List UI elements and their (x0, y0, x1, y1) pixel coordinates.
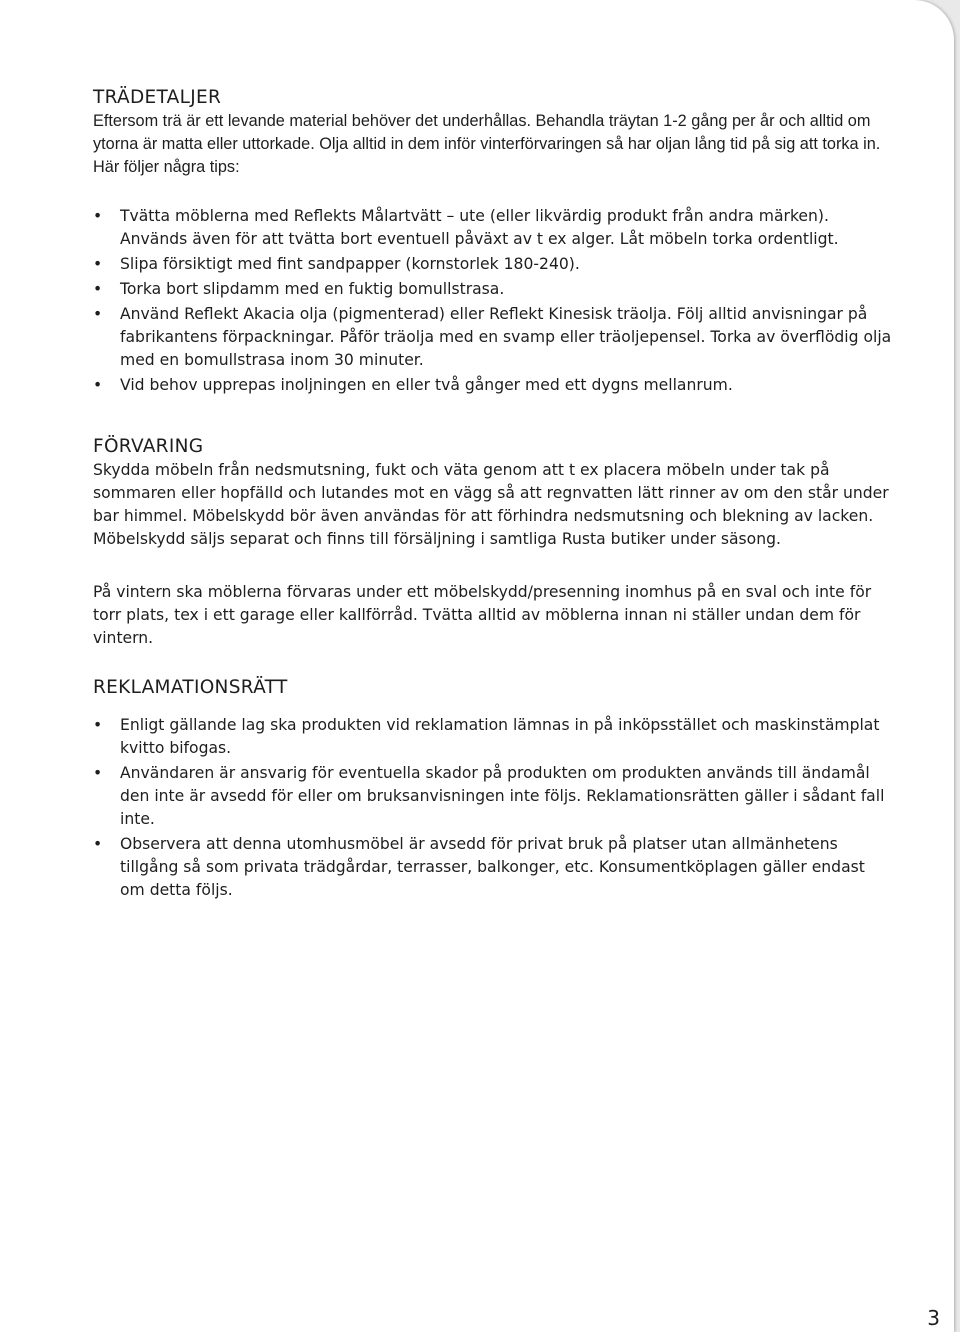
heading-tradetaljer: TRÄDETALJER (93, 87, 222, 108)
bullet-icon: • (93, 835, 103, 853)
list-item: • Enligt gällande lag ska produkten vid reklamation lämnas in på inköpsstället och maskinstämplat kvitto bifogas. (93, 716, 880, 757)
list-item: • Observera att denna utomhusmöbel är avsedd för privat bruk på platser utan allmänhetens tillgång så som privata trädgårdar, terrasser, balkonger, etc. Konsumentköplagen gäller endast om detta följs. (93, 835, 865, 899)
reklamation-list (93, 714, 893, 902)
list-item: • Användaren är ansvarig för eventuella skador på produkten om produkten används till ändamål den inte är avsedd för eller om bruksanvisningen inte följs. Reklamationsrätten gäller i sådant fall inte. (93, 764, 885, 828)
list-item: • Tvätta möblerna med Reflekts Målartvätt – ute (eller likvärdig produkt från andra märken). Används även för att tvätta bort eventuell påväxt av t ex alger. Låt möbeln torka ordentligt. (93, 207, 839, 248)
forvaring-paragraph-2: På vintern ska möblerna förvaras under ett möbelskydd/presenning inomhus på en sval och inte för torr plats, tex i ett garage eller kallförråd. Tvätta alltid av möblerna innan ni ställer undan dem för vintern. (93, 583, 872, 647)
list-item: • Torka bort slipdamm med en fuktig bomullstrasa. (93, 278, 893, 301)
list-item: • Slipa försiktigt med fint sandpapper (kornstorlek 180-240). (93, 253, 893, 276)
list-item: • Använd Reflekt Akacia olja (pigmenterad) eller Reflekt Kinesisk träolja. Följ alltid anvisningar på fabrikantens förpackningar. Påför träolja med en svamp eller träoljepensel. Torka av överflödig olja med en bomullstrasa inom 30 minuter. (93, 305, 892, 369)
tips-intro: Här följer några tips: (93, 158, 240, 176)
tradetaljer-intro: Eftersom trä är ett levande material behöver det underhållas. Behandla träytan 1-2 gång per år och alltid om ytorna är matta eller uttorkade. Olja alltid in dem inför vinterförvaringen så har oljan lång tid på sig att torka in. (93, 112, 881, 153)
bullet-icon: • (93, 376, 103, 394)
bullet-icon: • (93, 207, 103, 225)
bullet-icon: • (93, 255, 103, 273)
list-item: • Vid behov upprepas inoljningen en eller två gånger med ett dygns mellanrum. (93, 374, 893, 397)
heading-forvaring: FÖRVARING (93, 436, 204, 457)
bullet-icon: • (93, 305, 103, 323)
bullet-icon: • (93, 280, 103, 298)
forvaring-paragraph-1: Skydda möbeln från nedsmutsning, fukt och väta genom att t ex placera möbeln under tak på sommaren eller hopfälld och lutandes mot en vägg så att regnvatten lätt rinner av om den står under bar himmel. Möbelskydd bör även användas för att förhindra nedsmutsning och blekning av lacken. Möbelskydd säljs separat och finns till försäljning i samtliga Rusta butiker under säsong. (93, 461, 889, 548)
page-number: 3 (927, 1306, 940, 1330)
tips-list (93, 205, 893, 397)
bullet-icon: • (93, 764, 103, 782)
page-content (93, 86, 893, 904)
bullet-icon: • (93, 716, 103, 734)
heading-reklamationsratt: REKLAMATIONSRÄTT (93, 677, 288, 698)
